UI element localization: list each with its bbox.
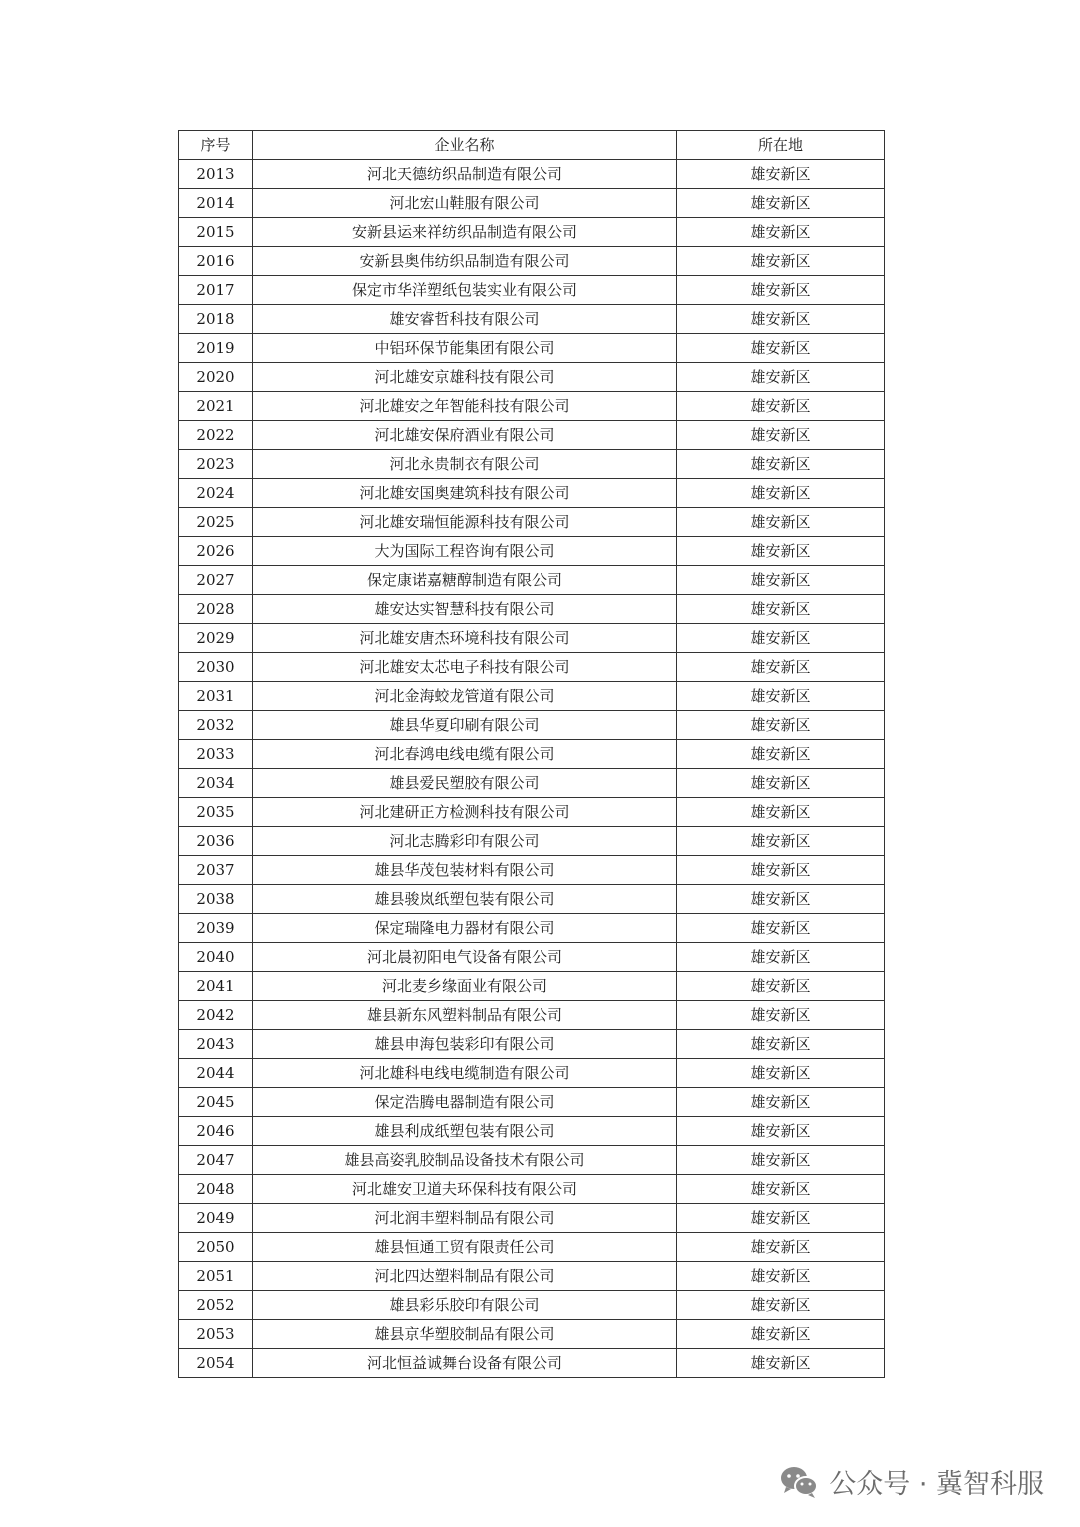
cell-seq: 2022 [179, 421, 253, 450]
cell-location: 雄安新区 [677, 769, 885, 798]
cell-seq: 2042 [179, 1001, 253, 1030]
company-table [178, 130, 885, 1378]
table-row [179, 885, 885, 914]
cell-location: 雄安新区 [677, 537, 885, 566]
cell-seq: 2025 [179, 508, 253, 537]
cell-company-name: 雄县利成纸塑包装有限公司 [253, 1117, 677, 1146]
cell-company-name: 雄县华夏印刷有限公司 [253, 711, 677, 740]
cell-company-name: 保定康诺嘉糖醇制造有限公司 [253, 566, 677, 595]
cell-location: 雄安新区 [677, 1262, 885, 1291]
cell-seq: 2051 [179, 1262, 253, 1291]
table-row [179, 189, 885, 218]
cell-company-name: 河北金海蛟龙管道有限公司 [253, 682, 677, 711]
table-row [179, 508, 885, 537]
cell-location: 雄安新区 [677, 334, 885, 363]
header-seq: 序号 [179, 131, 253, 160]
cell-location: 雄安新区 [677, 479, 885, 508]
cell-company-name: 河北天德纺织品制造有限公司 [253, 160, 677, 189]
cell-location: 雄安新区 [677, 421, 885, 450]
cell-location: 雄安新区 [677, 798, 885, 827]
cell-company-name: 雄县恒通工贸有限责任公司 [253, 1233, 677, 1262]
wechat-watermark [779, 1462, 1044, 1501]
cell-location: 雄安新区 [677, 1204, 885, 1233]
cell-seq: 2052 [179, 1291, 253, 1320]
cell-location: 雄安新区 [677, 827, 885, 856]
cell-company-name: 河北雄安之年智能科技有限公司 [253, 392, 677, 421]
cell-company-name: 河北润丰塑料制品有限公司 [253, 1204, 677, 1233]
table-row [179, 247, 885, 276]
cell-company-name: 雄安睿哲科技有限公司 [253, 305, 677, 334]
cell-seq: 2033 [179, 740, 253, 769]
cell-company-name: 河北永贵制衣有限公司 [253, 450, 677, 479]
table-row [179, 363, 885, 392]
table-row [179, 334, 885, 363]
cell-location: 雄安新区 [677, 624, 885, 653]
table-row [179, 1088, 885, 1117]
table-row [179, 305, 885, 334]
cell-seq: 2020 [179, 363, 253, 392]
cell-seq: 2035 [179, 798, 253, 827]
cell-company-name: 保定瑞隆电力器材有限公司 [253, 914, 677, 943]
cell-seq: 2040 [179, 943, 253, 972]
cell-location: 雄安新区 [677, 972, 885, 1001]
cell-seq: 2029 [179, 624, 253, 653]
cell-company-name: 雄县骏岚纸塑包装有限公司 [253, 885, 677, 914]
cell-seq: 2039 [179, 914, 253, 943]
table-row [179, 1320, 885, 1349]
cell-seq: 2043 [179, 1030, 253, 1059]
table-row [179, 1001, 885, 1030]
cell-location: 雄安新区 [677, 189, 885, 218]
cell-company-name: 河北雄科电线电缆制造有限公司 [253, 1059, 677, 1088]
table-row [179, 740, 885, 769]
table-row [179, 1117, 885, 1146]
cell-company-name: 河北雄安太芯电子科技有限公司 [253, 653, 677, 682]
cell-location: 雄安新区 [677, 305, 885, 334]
cell-seq: 2018 [179, 305, 253, 334]
cell-location: 雄安新区 [677, 885, 885, 914]
cell-location: 雄安新区 [677, 1117, 885, 1146]
table-row [179, 943, 885, 972]
table-row [179, 972, 885, 1001]
cell-company-name: 河北恒益诚舞台设备有限公司 [253, 1349, 677, 1378]
table-row [179, 1233, 885, 1262]
table-row [179, 160, 885, 189]
cell-location: 雄安新区 [677, 1088, 885, 1117]
table-row [179, 392, 885, 421]
cell-location: 雄安新区 [677, 682, 885, 711]
cell-seq: 2046 [179, 1117, 253, 1146]
cell-seq: 2021 [179, 392, 253, 421]
table-row [179, 421, 885, 450]
table-row [179, 769, 885, 798]
cell-company-name: 河北四达塑料制品有限公司 [253, 1262, 677, 1291]
cell-company-name: 安新县奥伟纺织品制造有限公司 [253, 247, 677, 276]
cell-location: 雄安新区 [677, 1175, 885, 1204]
cell-location: 雄安新区 [677, 1001, 885, 1030]
cell-company-name: 河北雄安国奥建筑科技有限公司 [253, 479, 677, 508]
cell-seq: 2031 [179, 682, 253, 711]
cell-seq: 2016 [179, 247, 253, 276]
cell-location: 雄安新区 [677, 508, 885, 537]
cell-location: 雄安新区 [677, 595, 885, 624]
cell-seq: 2013 [179, 160, 253, 189]
cell-location: 雄安新区 [677, 1320, 885, 1349]
cell-location: 雄安新区 [677, 392, 885, 421]
cell-seq: 2019 [179, 334, 253, 363]
cell-location: 雄安新区 [677, 566, 885, 595]
table-row [179, 218, 885, 247]
table-row [179, 1262, 885, 1291]
table-row [179, 537, 885, 566]
company-table-container [178, 130, 884, 1378]
table-row [179, 682, 885, 711]
cell-seq: 2034 [179, 769, 253, 798]
cell-seq: 2049 [179, 1204, 253, 1233]
cell-seq: 2041 [179, 972, 253, 1001]
table-row [179, 479, 885, 508]
cell-company-name: 雄县华茂包装材料有限公司 [253, 856, 677, 885]
cell-company-name: 河北建研正方检测科技有限公司 [253, 798, 677, 827]
table-row [179, 624, 885, 653]
cell-location: 雄安新区 [677, 1233, 885, 1262]
table-row [179, 450, 885, 479]
cell-seq: 2037 [179, 856, 253, 885]
cell-company-name: 雄安达实智慧科技有限公司 [253, 595, 677, 624]
cell-location: 雄安新区 [677, 740, 885, 769]
cell-seq: 2050 [179, 1233, 253, 1262]
table-row [179, 1175, 885, 1204]
cell-company-name: 雄县彩乐胶印有限公司 [253, 1291, 677, 1320]
cell-seq: 2048 [179, 1175, 253, 1204]
cell-company-name: 河北雄安唐杰环境科技有限公司 [253, 624, 677, 653]
cell-location: 雄安新区 [677, 711, 885, 740]
cell-company-name: 河北春鸿电线电缆有限公司 [253, 740, 677, 769]
table-row [179, 1030, 885, 1059]
cell-location: 雄安新区 [677, 247, 885, 276]
cell-location: 雄安新区 [677, 218, 885, 247]
cell-company-name: 雄县新东风塑料制品有限公司 [253, 1001, 677, 1030]
cell-company-name: 河北晨初阳电气设备有限公司 [253, 943, 677, 972]
table-row [179, 653, 885, 682]
cell-seq: 2032 [179, 711, 253, 740]
table-header-row [179, 131, 885, 160]
table-row [179, 856, 885, 885]
cell-company-name: 河北雄安瑞恒能源科技有限公司 [253, 508, 677, 537]
cell-company-name: 雄县京华塑胶制品有限公司 [253, 1320, 677, 1349]
cell-location: 雄安新区 [677, 363, 885, 392]
cell-seq: 2017 [179, 276, 253, 305]
table-row [179, 827, 885, 856]
cell-seq: 2053 [179, 1320, 253, 1349]
cell-company-name: 雄县爱民塑胶有限公司 [253, 769, 677, 798]
cell-company-name: 大为国际工程咨询有限公司 [253, 537, 677, 566]
cell-seq: 2014 [179, 189, 253, 218]
table-row [179, 566, 885, 595]
cell-company-name: 河北雄安保府酒业有限公司 [253, 421, 677, 450]
cell-seq: 2036 [179, 827, 253, 856]
cell-company-name: 河北麦乡缘面业有限公司 [253, 972, 677, 1001]
cell-seq: 2015 [179, 218, 253, 247]
cell-company-name: 雄县申海包装彩印有限公司 [253, 1030, 677, 1059]
cell-location: 雄安新区 [677, 160, 885, 189]
cell-seq: 2026 [179, 537, 253, 566]
cell-seq: 2045 [179, 1088, 253, 1117]
cell-seq: 2027 [179, 566, 253, 595]
table-body [179, 160, 885, 1378]
cell-seq: 2038 [179, 885, 253, 914]
cell-location: 雄安新区 [677, 653, 885, 682]
table-row [179, 1291, 885, 1320]
cell-location: 雄安新区 [677, 1030, 885, 1059]
wechat-icon [779, 1465, 819, 1499]
cell-company-name: 安新县运来祥纺织品制造有限公司 [253, 218, 677, 247]
table-row [179, 1146, 885, 1175]
cell-seq: 2054 [179, 1349, 253, 1378]
header-location: 所在地 [677, 131, 885, 160]
cell-location: 雄安新区 [677, 1349, 885, 1378]
table-row [179, 1204, 885, 1233]
cell-location: 雄安新区 [677, 450, 885, 479]
table-row [179, 711, 885, 740]
cell-seq: 2030 [179, 653, 253, 682]
table-row [179, 276, 885, 305]
cell-company-name: 保定市华洋塑纸包装实业有限公司 [253, 276, 677, 305]
cell-company-name: 中铝环保节能集团有限公司 [253, 334, 677, 363]
table-row [179, 798, 885, 827]
table-row [179, 1059, 885, 1088]
table-row [179, 595, 885, 624]
table-row [179, 1349, 885, 1378]
cell-location: 雄安新区 [677, 276, 885, 305]
cell-company-name: 河北雄安卫道夫环保科技有限公司 [253, 1175, 677, 1204]
cell-location: 雄安新区 [677, 943, 885, 972]
cell-seq: 2044 [179, 1059, 253, 1088]
cell-company-name: 河北宏山鞋服有限公司 [253, 189, 677, 218]
cell-location: 雄安新区 [677, 1291, 885, 1320]
cell-location: 雄安新区 [677, 1146, 885, 1175]
cell-seq: 2047 [179, 1146, 253, 1175]
header-company-name: 企业名称 [253, 131, 677, 160]
cell-seq: 2024 [179, 479, 253, 508]
cell-seq: 2023 [179, 450, 253, 479]
cell-company-name: 保定浩腾电器制造有限公司 [253, 1088, 677, 1117]
cell-seq: 2028 [179, 595, 253, 624]
table-row [179, 914, 885, 943]
cell-location: 雄安新区 [677, 914, 885, 943]
cell-company-name: 雄县高姿乳胶制品设备技术有限公司 [253, 1146, 677, 1175]
watermark-text: 公众号 · 冀智科服 [829, 1469, 1044, 1500]
cell-company-name: 河北雄安京雄科技有限公司 [253, 363, 677, 392]
cell-company-name: 河北志腾彩印有限公司 [253, 827, 677, 856]
cell-location: 雄安新区 [677, 856, 885, 885]
cell-location: 雄安新区 [677, 1059, 885, 1088]
